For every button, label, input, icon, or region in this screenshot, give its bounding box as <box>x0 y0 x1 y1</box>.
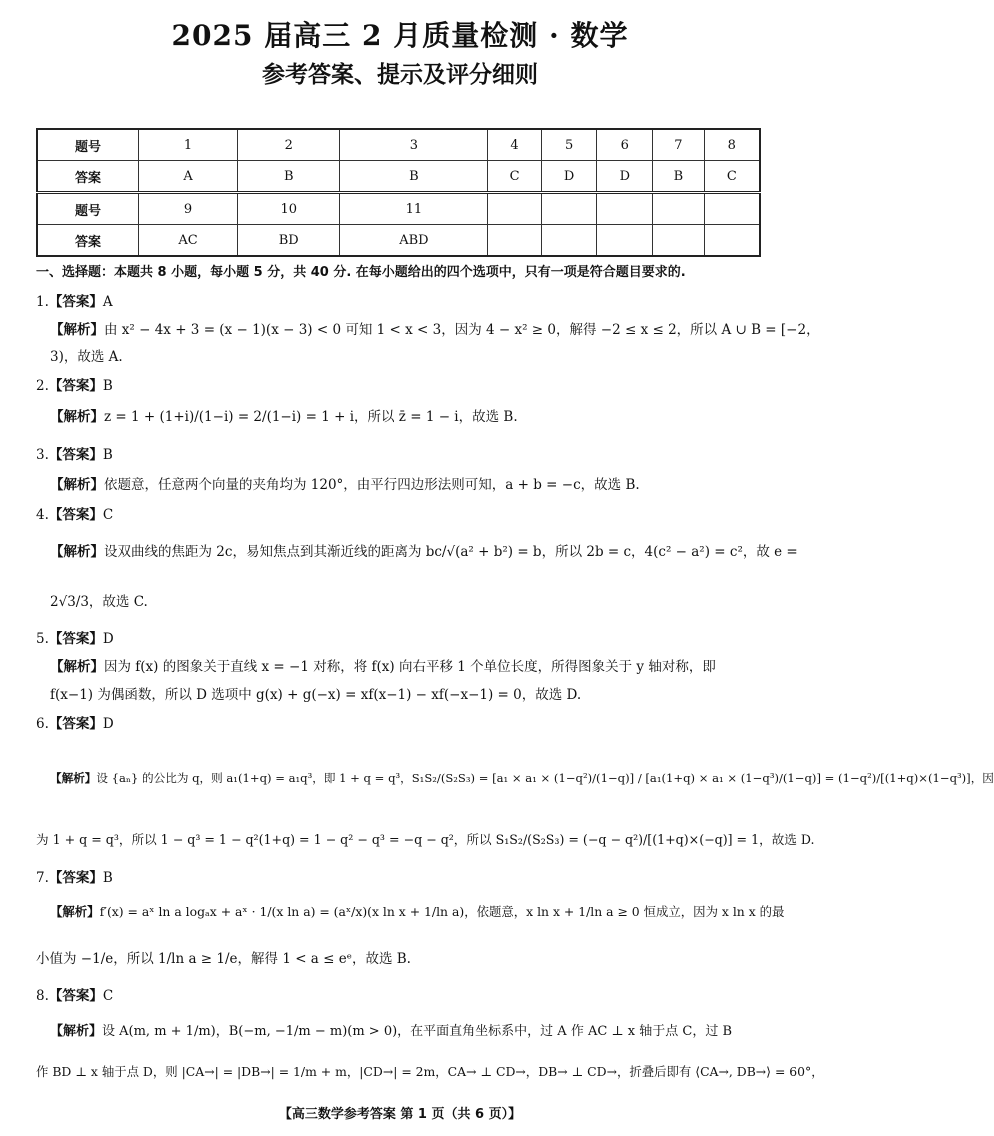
table-cell <box>488 225 541 257</box>
problem-number: 7. <box>36 870 49 886</box>
answer-line <box>36 443 113 463</box>
table-cell: B <box>340 161 488 193</box>
row-label: 答案 <box>37 225 139 257</box>
analysis-tag: 【解析】 <box>50 771 97 785</box>
table-cell: 10 <box>238 193 340 225</box>
table-cell: 1 <box>139 129 238 161</box>
answer-tag: 【答案】 <box>48 631 103 647</box>
answer-tag: 【答案】 <box>48 988 103 1004</box>
problem-number: 4. <box>36 507 49 523</box>
table-cell <box>704 193 760 225</box>
table-cell: 5 <box>541 129 597 161</box>
analysis-tag: 【解析】 <box>50 477 104 493</box>
table-cell: D <box>597 161 653 193</box>
table-cell <box>653 225 704 257</box>
answer-tag: 【答案】 <box>48 447 103 463</box>
answer-value: D <box>102 716 114 732</box>
analysis-text: 由 x² − 4x + 3 = (x − 1)(x − 3) < 0 可知 1 < x < 3，因为 4 − x² ≥ 0，解得 −2 ≤ x ≤ 2，所以 A ∪ B = [−2， <box>104 322 820 338</box>
table-row <box>37 161 760 193</box>
table-cell: C <box>704 161 760 193</box>
row-label: 题号 <box>37 193 139 225</box>
answer-line <box>36 290 113 310</box>
answer-line <box>36 374 113 394</box>
table-cell: ABD <box>340 225 488 257</box>
answer-tag: 【答案】 <box>48 378 103 394</box>
answer-value: C <box>102 507 114 523</box>
table-row <box>37 129 760 161</box>
answer-value: B <box>102 447 113 463</box>
table-cell <box>541 225 597 257</box>
table-cell <box>541 193 597 225</box>
answer-line <box>36 503 113 523</box>
table-row <box>37 193 760 225</box>
answer-line <box>36 712 114 732</box>
analysis-text: 3)，故选 A. <box>50 349 123 365</box>
answer-value: D <box>102 631 114 647</box>
table-cell <box>597 193 653 225</box>
analysis-text: 依题意，任意两个向量的夹角均为 120°，由平行四边形法则可知，a + b = −c，故选 B. <box>104 477 640 493</box>
answer-tag: 【答案】 <box>48 870 103 886</box>
table-cell: 6 <box>597 129 653 161</box>
table-cell: D <box>541 161 597 193</box>
analysis-text: 因为 f(x) 的图象关于直线 x = −1 对称，将 f(x) 向右平移 1 个单位长度，所得图象关于 y 轴对称，即 <box>104 659 716 675</box>
table-cell <box>488 193 541 225</box>
problem-number: 1. <box>36 294 49 310</box>
page-title: 2025 届高三 2 月质量检测 · 数学 <box>171 19 629 52</box>
analysis-tag: 【解析】 <box>50 409 104 425</box>
page-subtitle: 参考答案、提示及评分细则 <box>262 61 538 88</box>
analysis-line <box>50 1020 732 1039</box>
table-cell: 8 <box>704 129 760 161</box>
analysis-line <box>50 770 994 786</box>
answer-value: A <box>102 294 113 310</box>
analysis-line <box>50 473 640 493</box>
analysis-tag: 【解析】 <box>50 1024 103 1039</box>
analysis-text: 设 {aₙ} 的公比为 q，则 a₁(1+q) = a₁q³，即 1 + q = q³，S₁S₂/(S₂S₃) = [a₁ × a₁ × (1−q²)/(1−q)] / [a₁(1+q) × a₁ × (1−q³)/(1−q)] = (1−q²)/[(1+q)×(1−q³)]，因 <box>96 771 994 785</box>
answer-tag: 【答案】 <box>48 294 103 310</box>
table-cell: 4 <box>488 129 541 161</box>
analysis-tag: 【解析】 <box>50 659 104 675</box>
answer-tag: 【答案】 <box>48 716 103 732</box>
problem-number: 2. <box>36 378 49 394</box>
problem-number: 3. <box>36 447 49 463</box>
analysis-line <box>50 902 784 920</box>
analysis-tag: 【解析】 <box>50 322 104 338</box>
analysis-text: 作 BD ⊥ x 轴于点 D，则 |CA→| = |DB→| = 1/m + m，|CD→| = 2m，CA→ ⊥ CD→，DB→ ⊥ CD→，折叠后即有 ⟨CA→, DB→⟩ = 60°， <box>36 1064 824 1079</box>
table-cell: 11 <box>340 193 488 225</box>
analysis-line <box>50 318 820 338</box>
problem-number: 8. <box>36 988 49 1004</box>
table-cell: 2 <box>238 129 340 161</box>
section-heading: 一、选择题：本题共 8 小题，每小题 5 分，共 40 分. 在每小题给出的四个选项中，只有一项是符合题目要求的. <box>36 265 686 280</box>
answer-value: B <box>102 870 113 886</box>
analysis-tag: 【解析】 <box>50 544 104 560</box>
table-cell <box>704 225 760 257</box>
analysis-text: z = 1 + (1+i)/(1−i) = 2/(1−i) = 1 + i，所以 z̄ = 1 − i，故选 B. <box>104 409 518 425</box>
row-label: 题号 <box>37 129 139 161</box>
table-cell: B <box>238 161 340 193</box>
analysis-line <box>50 405 518 425</box>
table-cell: AC <box>139 225 238 257</box>
problem-number: 5. <box>36 631 49 647</box>
answer-value: C <box>102 988 114 1004</box>
analysis-text: 设 A(m, m + 1/m)，B(−m, −1/m − m)(m > 0)，在平面直角坐标系中，过 A 作 AC ⊥ x 轴于点 C，过 B <box>102 1024 733 1039</box>
analysis-text: f′(x) = aˣ ln a logₐx + aˣ · 1/(x ln a) = (aˣ/x)(x ln x + 1/ln a)，依题意，x ln x + 1/ln a ≥ 0 恒成立，因为 x ln x 的最 <box>99 904 785 919</box>
analysis-text: f(x−1) 为偶函数，所以 D 选项中 g(x) + g(−x) = xf(x−1) − xf(−x−1) = 0，故选 D. <box>50 687 582 703</box>
page-footer: 【高三数学参考答案 第 1 页（共 6 页）】 <box>278 1107 522 1122</box>
answer-line <box>36 866 113 886</box>
table-cell: C <box>488 161 541 193</box>
table-cell: B <box>653 161 704 193</box>
answer-value: B <box>102 378 113 394</box>
answer-tag: 【答案】 <box>48 507 103 523</box>
table-cell <box>653 193 704 225</box>
table-cell <box>597 225 653 257</box>
table-cell: 9 <box>139 193 238 225</box>
table-cell: A <box>139 161 238 193</box>
table-cell: 7 <box>653 129 704 161</box>
analysis-text: 2√3/3，故选 C. <box>50 594 148 610</box>
answer-table <box>36 128 761 257</box>
row-label: 答案 <box>37 161 139 193</box>
table-cell: 3 <box>340 129 488 161</box>
problem-number: 6. <box>36 716 49 732</box>
analysis-text: 小值为 −1/e，所以 1/ln a ≥ 1/e，解得 1 < a ≤ eᵉ，故选 B. <box>36 951 411 967</box>
analysis-text: 为 1 + q = q³，所以 1 − q³ = 1 − q²(1+q) = 1 − q² − q³ = −q − q²，所以 S₁S₂/(S₂S₃) = (−q − q²)/[(1+q)×(−q)] = 1，故选 D. <box>36 832 815 847</box>
answer-line <box>36 627 114 647</box>
analysis-line <box>50 655 716 675</box>
analysis-text: 设双曲线的焦距为 2c，易知焦点到其渐近线的距离为 bc/√(a² + b²) = b，所以 2b = c，4(c² − a²) = c²，故 e = <box>104 544 798 560</box>
analysis-line <box>50 540 798 560</box>
analysis-tag: 【解析】 <box>50 904 100 919</box>
table-cell: BD <box>238 225 340 257</box>
table-row <box>37 225 760 257</box>
answer-line <box>36 984 113 1004</box>
